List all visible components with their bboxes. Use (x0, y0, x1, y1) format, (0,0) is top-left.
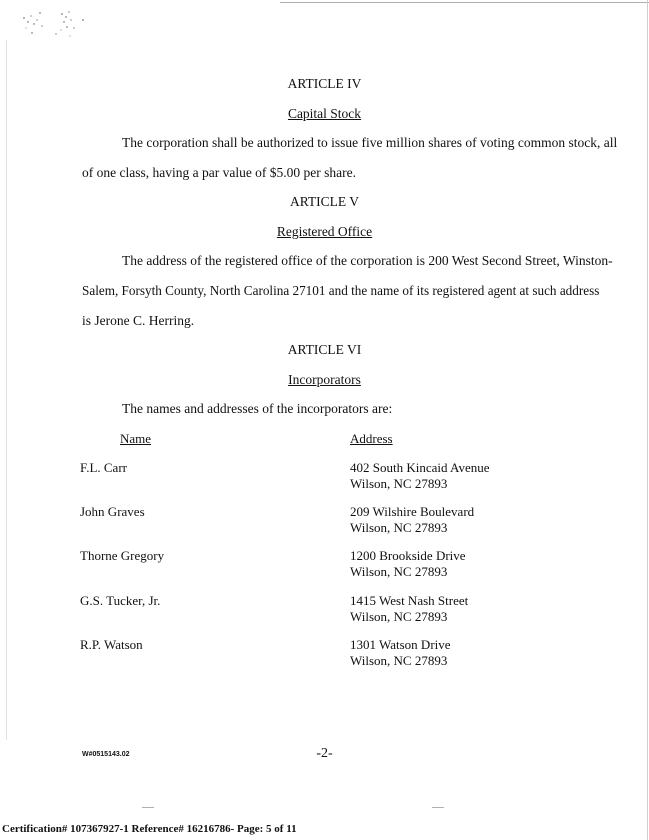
incorporator-name: G.S. Tucker, Jr. (80, 593, 161, 608)
scan-top-rule (280, 2, 649, 3)
address-city: Wilson, NC 27893 (350, 520, 448, 535)
article-vi-title-wrap (0, 372, 649, 388)
article-vi-title: Incorporators (288, 372, 361, 387)
article-iv-line-1: The corporation shall be authorized to issue five million shares of voting common stock, all (122, 135, 618, 150)
article-iv-heading: ARTICLE IV (287, 76, 362, 91)
article-v-line-3: is Jerone C. Herring. (82, 313, 195, 328)
incorporator-address (350, 637, 451, 669)
scan-mark-left (142, 807, 154, 808)
address-city: Wilson, NC 27893 (350, 564, 448, 579)
incorporator-address (350, 548, 466, 580)
article-v-line-2: Salem, Forsyth County, North Carolina 27101 and the name of its registered agent at such address (82, 283, 600, 298)
name-column-header: Name (120, 431, 152, 446)
address-street: 402 South Kincaid Avenue (350, 460, 490, 475)
address-column-header: Address (350, 431, 393, 446)
address-city: Wilson, NC 27893 (350, 476, 448, 491)
article-iv-title-wrap (0, 106, 649, 122)
article-vi-heading: ARTICLE VI (287, 342, 362, 357)
scan-right-edge (647, 0, 648, 840)
scan-noise-specks (20, 8, 100, 42)
article-v-line-1: The address of the registered office of the corporation is 200 West Second Street, Winston- (122, 253, 613, 268)
page-number: -2- (316, 746, 333, 761)
incorporator-name: F.L. Carr (80, 460, 127, 475)
address-city: Wilson, NC 27893 (350, 653, 448, 668)
address-city: Wilson, NC 27893 (350, 609, 448, 624)
address-street: 209 Wilshire Boulevard (350, 504, 475, 519)
article-iv-title: Capital Stock (287, 106, 362, 121)
address-street: 1415 West Nash Street (350, 593, 469, 608)
scan-left-edge (6, 40, 7, 740)
article-v-heading: ARTICLE V (289, 194, 360, 209)
incorporator-address (350, 504, 474, 536)
address-street: 1200 Brookside Drive (350, 548, 466, 563)
article-v-title: Registered Office (276, 224, 373, 239)
scan-mark-right (432, 807, 444, 808)
document-code: W#0515143.02 (82, 751, 130, 758)
article-v-title-wrap (0, 224, 649, 240)
incorporator-name: Thorne Gregory (80, 548, 165, 563)
incorporator-name: R.P. Watson (80, 637, 143, 652)
incorporator-name: John Graves (80, 504, 145, 519)
address-street: 1301 Watson Drive (350, 637, 451, 652)
incorporator-address (350, 593, 468, 625)
article-iv-line-2: of one class, having a par value of $5.00 per share. (82, 165, 357, 180)
incorporator-address (350, 460, 490, 492)
article-vi-intro: The names and addresses of the incorporators are: (122, 401, 393, 416)
certification-line: Certification# 107367927-1 Reference# 16216786- Page: 5 of 11 (2, 823, 297, 835)
